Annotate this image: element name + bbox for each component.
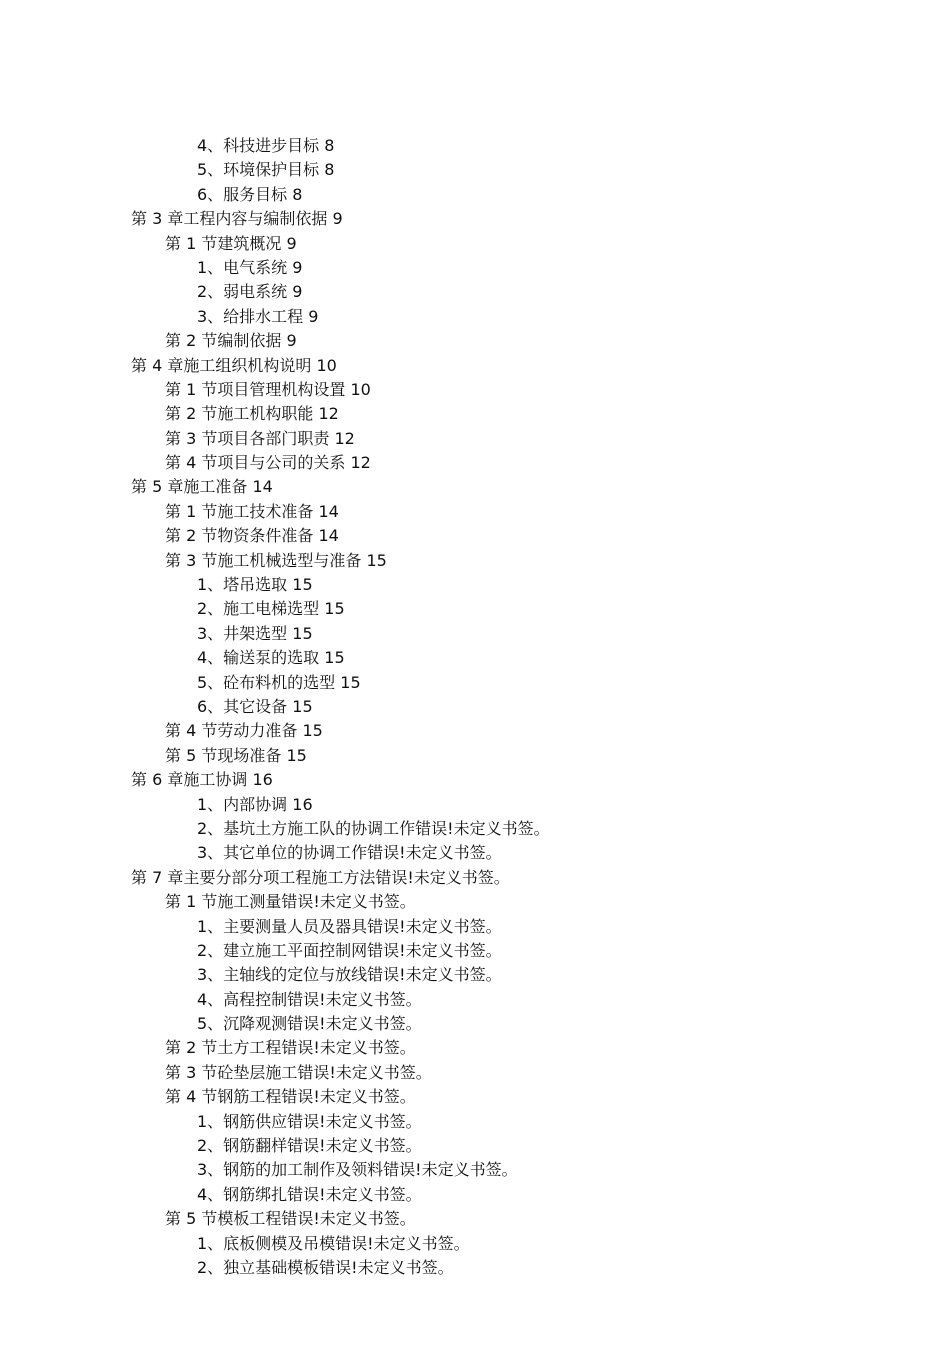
- toc-chapter-entry[interactable]: 第 6 章施工协调 16: [131, 770, 273, 790]
- toc-subsection-entry[interactable]: 1、塔吊选取 15: [197, 575, 313, 595]
- toc-section-entry[interactable]: 第 2 节施工机构职能 12: [165, 404, 339, 424]
- toc-section-entry[interactable]: 第 2 节编制依据 9: [165, 331, 297, 351]
- toc-section-entry[interactable]: 第 3 节项目各部门职责 12: [165, 428, 355, 448]
- toc-section-entry[interactable]: 第 1 节施工测量错误!未定义书签。: [165, 892, 416, 912]
- toc-chapter-entry[interactable]: 第 5 章施工准备 14: [131, 477, 273, 497]
- toc-section-entry[interactable]: 第 1 节施工技术准备 14: [165, 501, 339, 521]
- toc-subsection-entry[interactable]: 2、钢筋翻样错误!未定义书签。: [197, 1136, 422, 1156]
- toc-subsection-entry[interactable]: 4、科技进步目标 8: [197, 136, 335, 155]
- toc-section-entry[interactable]: 第 5 节现场准备 15: [165, 745, 307, 765]
- toc-subsection-entry[interactable]: 2、基坑土方施工队的协调工作错误!未定义书签。: [197, 818, 550, 838]
- toc-section-entry[interactable]: 第 3 节施工机械选型与准备 15: [165, 550, 387, 570]
- toc-section-entry[interactable]: 第 4 节项目与公司的关系 12: [165, 453, 371, 473]
- toc-subsection-entry[interactable]: 6、其它设备 15: [197, 696, 313, 716]
- toc-subsection-entry[interactable]: 2、施工电梯选型 15: [197, 599, 345, 619]
- toc-subsection-entry[interactable]: 1、钢筋供应错误!未定义书签。: [197, 1111, 422, 1131]
- toc-subsection-entry[interactable]: 3、主轴线的定位与放线错误!未定义书签。: [197, 965, 502, 985]
- toc-section-entry[interactable]: 第 4 节劳动力准备 15: [165, 721, 323, 741]
- toc-section-entry[interactable]: 第 3 节砼垫层施工错误!未定义书签。: [165, 1062, 432, 1082]
- toc-chapter-entry[interactable]: 第 3 章工程内容与编制依据 9: [131, 209, 343, 229]
- toc-subsection-entry[interactable]: 1、底板侧模及吊模错误!未定义书签。: [197, 1233, 470, 1253]
- toc-section-entry[interactable]: 第 1 节项目管理机构设置 10: [165, 379, 371, 399]
- toc-subsection-entry[interactable]: 2、建立施工平面控制网错误!未定义书签。: [197, 940, 502, 960]
- toc-subsection-entry[interactable]: 5、砼布料机的选型 15: [197, 672, 361, 692]
- toc-subsection-entry[interactable]: 4、输送泵的选取 15: [197, 648, 345, 668]
- toc-chapter-entry[interactable]: 第 4 章施工组织机构说明 10: [131, 355, 337, 375]
- toc-subsection-entry[interactable]: 3、给排水工程 9: [197, 306, 319, 326]
- toc-subsection-entry[interactable]: 4、钢筋绑扎错误!未定义书签。: [197, 1184, 422, 1204]
- toc-chapter-entry[interactable]: 第 7 章主要分部分项工程施工方法错误!未定义书签。: [131, 867, 510, 887]
- toc-subsection-entry[interactable]: 4、高程控制错误!未定义书签。: [197, 989, 422, 1009]
- toc-subsection-entry[interactable]: 3、钢筋的加工制作及领料错误!未定义书签。: [197, 1160, 518, 1180]
- toc-subsection-entry[interactable]: 3、其它单位的协调工作错误!未定义书签。: [197, 843, 502, 863]
- toc-subsection-entry[interactable]: 1、内部协调 16: [197, 794, 313, 814]
- toc-subsection-entry[interactable]: 3、井架选型 15: [197, 623, 313, 643]
- toc-section-entry[interactable]: 第 2 节物资条件准备 14: [165, 526, 339, 546]
- toc-subsection-entry[interactable]: 6、服务目标 8: [197, 184, 303, 204]
- toc-subsection-entry[interactable]: 1、电气系统 9: [197, 257, 303, 277]
- toc-subsection-entry[interactable]: 1、主要测量人员及器具错误!未定义书签。: [197, 916, 502, 936]
- toc-section-entry[interactable]: 第 1 节建筑概况 9: [165, 233, 297, 253]
- toc-section-entry[interactable]: 第 2 节土方工程错误!未定义书签。: [165, 1038, 416, 1058]
- toc-subsection-entry[interactable]: 5、沉降观测错误!未定义书签。: [197, 1014, 422, 1034]
- toc-section-entry[interactable]: 第 4 节钢筋工程错误!未定义书签。: [165, 1087, 416, 1107]
- toc-subsection-entry[interactable]: 2、独立基础模板错误!未定义书签。: [197, 1257, 454, 1277]
- toc-subsection-entry[interactable]: 5、环境保护目标 8: [197, 160, 335, 180]
- toc-section-entry[interactable]: 第 5 节模板工程错误!未定义书签。: [165, 1209, 416, 1229]
- toc-subsection-entry[interactable]: 2、弱电系统 9: [197, 282, 303, 302]
- table-of-contents: [0, 134, 950, 1280]
